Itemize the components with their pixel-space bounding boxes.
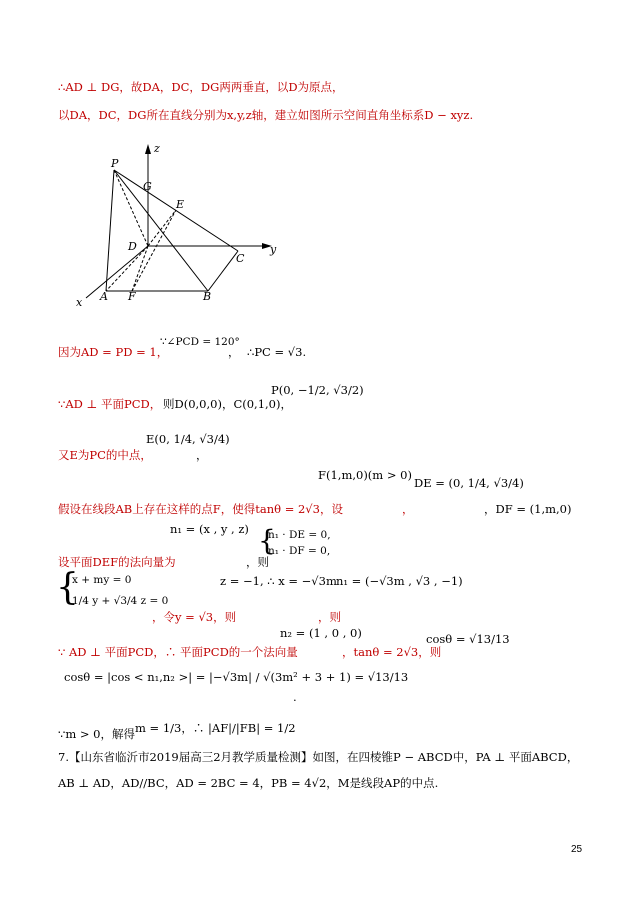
text-line-10b: 1/4 y + √3/4 z = 0 — [72, 595, 169, 607]
coordinate-figure — [70, 138, 300, 308]
text-line-3a: 因为AD = PD = 1， — [58, 345, 169, 359]
text-line-4a: ∵AD ⊥ 平面PCD， — [58, 397, 162, 411]
text-line-5b: E(0, 1/4, √3/4) — [146, 432, 230, 446]
text-line-10c: z = −1, ∴ x = −√3m — [220, 574, 337, 588]
text-line-7b: ， — [402, 502, 414, 516]
text-line-4b: 则D(0,0,0)，C(0,1,0)， — [163, 397, 292, 411]
text-line-5c: ， — [196, 448, 208, 462]
label-x: x — [76, 296, 83, 308]
text-line-10d: n₁ = (−√3m , √3 , −1) — [336, 574, 463, 588]
text-line-15a: ∵m > 0，解得 — [58, 727, 135, 741]
text-line-17: AB ⊥ AD，AD//BC，AD = 2BC = 4，PB = 4√2，M是线段AP的中点. — [58, 776, 439, 790]
text-line-9b: ，则 — [246, 555, 269, 569]
label-B: B — [203, 290, 212, 303]
label-P: P — [111, 157, 119, 170]
text-line-4c: P(0, −1/2, √3/2) — [271, 383, 364, 397]
text-line-11a: ，令y = √3，则 — [152, 610, 237, 624]
label-C: C — [236, 252, 245, 265]
label-y: y — [270, 243, 277, 256]
text-line-6b: DE = (0, 1/4, √3/4) — [414, 476, 524, 490]
label-E: E — [176, 198, 185, 211]
system-brace-1: { — [258, 524, 276, 557]
text-line-2: 以DA，DC，DG所在直线分别为x,y,z轴，建立如图所示空间直角坐标系D − xyz. — [58, 108, 474, 122]
text-line-3c: ， — [228, 345, 240, 359]
text-line-11b: ，则 — [318, 610, 341, 624]
label-A: A — [100, 290, 108, 303]
text-line-8a: n₁ = (x , y , z) — [170, 522, 249, 536]
text-line-16: 7.【山东省临沂市2019届高三2月教学质量检测】如图，在四棱锥P − ABCD中，PA ⊥ 平面ABCD， — [58, 750, 579, 764]
text-line-7a: 假设在线段AB上存在这样的点F，使得tanθ = 2√3，设 — [58, 502, 343, 516]
text-line-14a: cosθ = |cos < n₁,n₂ >| = |−√3m| / √(3m² + 3 + 1) = √13/13 — [64, 670, 409, 684]
text-line-8c: n₁ · DF = 0, — [268, 545, 331, 557]
text-line-5a: 又E为PC的中点， — [58, 448, 152, 462]
label-D: D — [128, 240, 137, 253]
text-line-13a: ∵ AD ⊥ 平面PCD，∴ 平面PCD的一个法向量 — [58, 645, 298, 659]
text-line-1: ∴AD ⊥ DG，故DA，DC，DG两两垂直，以D为原点， — [58, 80, 344, 94]
text-line-12a: n₂ = (1 , 0 , 0) — [280, 626, 362, 640]
text-line-14b: . — [293, 690, 297, 704]
text-line-15b: m = 1/3，∴ |AF|/|FB| = 1/2 — [135, 721, 296, 735]
text-line-12b: cosθ = √13/13 — [426, 632, 510, 646]
page-number: 25 — [571, 844, 583, 855]
text-line-13b: ，tanθ = 2√3，则 — [342, 645, 442, 659]
text-line-3d: ∴PC = √3. — [247, 345, 307, 359]
label-G: G — [143, 180, 152, 193]
label-F: F — [128, 290, 136, 303]
text-line-10a: x + my = 0 — [72, 574, 132, 586]
text-line-8b: n₁ · DE = 0, — [268, 529, 331, 541]
text-line-9a: 设平面DEF的法向量为 — [58, 555, 176, 569]
label-z: z — [154, 142, 160, 155]
system-brace-2: { — [56, 567, 79, 608]
text-line-6a: F(1,m,0)(m > 0) — [318, 468, 412, 482]
text-line-7c: ，DF = (1,m,0) — [484, 502, 572, 516]
text-line-3b: ∵∠PCD = 120° — [160, 336, 240, 348]
